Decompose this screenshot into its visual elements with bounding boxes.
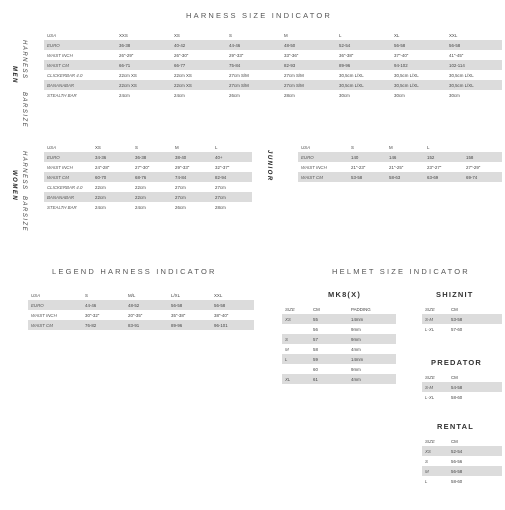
table-cell: 68-76 bbox=[132, 172, 172, 182]
row-label: SIZE bbox=[422, 372, 448, 382]
row-label: S bbox=[282, 334, 310, 344]
table-cell: 22cm XS bbox=[116, 80, 171, 90]
table-cell: 26"-30" bbox=[171, 50, 226, 60]
table-cell: XS bbox=[171, 30, 226, 40]
table-row bbox=[282, 364, 396, 374]
table-cell: 30cm bbox=[336, 90, 391, 100]
table-cell: 27cm bbox=[172, 192, 212, 202]
table-row bbox=[28, 310, 254, 320]
table-row bbox=[28, 290, 254, 300]
row-label: L-XL bbox=[422, 392, 448, 402]
table-cell: 27"-29" bbox=[463, 162, 502, 172]
table-cell: 26cm bbox=[172, 202, 212, 212]
table-cell: 69-74 bbox=[463, 172, 502, 182]
table-cell: XXL bbox=[211, 290, 254, 300]
table-cell: PADDING bbox=[348, 304, 396, 314]
row-label: XS bbox=[422, 446, 448, 456]
table-cell: 27cm S/M bbox=[226, 80, 281, 90]
predator-title: PREDATOR bbox=[431, 358, 482, 367]
table-cell: 29"-33" bbox=[172, 162, 212, 172]
row-label: XL bbox=[282, 374, 310, 384]
table-cell: M bbox=[386, 142, 424, 152]
row-label: WAIST INCH bbox=[44, 50, 116, 60]
table-cell: XXS bbox=[116, 30, 171, 40]
table-cell: 30,5cm L/XL bbox=[336, 70, 391, 80]
table-cell: 56-56 bbox=[448, 456, 502, 466]
table-cell: 44-46 bbox=[82, 300, 125, 310]
table-cell: 27cm bbox=[172, 182, 212, 192]
table-row bbox=[422, 372, 502, 382]
table-cell: 32"-37" bbox=[212, 162, 252, 172]
table-row bbox=[282, 374, 396, 384]
women-size-table bbox=[44, 142, 252, 212]
row-label: WAIST INCH bbox=[44, 162, 92, 172]
table-cell: 27cm bbox=[212, 192, 252, 202]
table-row bbox=[298, 162, 502, 172]
row-label: CLICKERBAR 4.0 bbox=[44, 182, 92, 192]
table-cell: 58-60 bbox=[448, 476, 502, 486]
table-cell: CM bbox=[310, 304, 348, 314]
table-row bbox=[422, 456, 502, 466]
table-row bbox=[44, 90, 502, 100]
predator-table bbox=[422, 372, 502, 402]
table-cell: 27cm bbox=[212, 182, 252, 192]
table-cell: 52-54 bbox=[448, 446, 502, 456]
table-cell: 34-36 bbox=[92, 152, 132, 162]
table-row bbox=[44, 202, 252, 212]
table-cell: 27cm S/M bbox=[281, 80, 336, 90]
table-row bbox=[422, 304, 502, 314]
row-label: EURO bbox=[28, 300, 82, 310]
table-cell: CM bbox=[448, 372, 502, 382]
junior-size-table bbox=[298, 142, 502, 182]
table-cell: 20"-35" bbox=[125, 310, 168, 320]
table-cell: 94-102 bbox=[391, 60, 446, 70]
row-label: USA bbox=[44, 30, 116, 40]
row-label: XS bbox=[282, 314, 310, 324]
table-cell: XL bbox=[391, 30, 446, 40]
row-label: WAIST INCH bbox=[298, 162, 348, 172]
table-cell: S bbox=[348, 142, 386, 152]
table-row bbox=[282, 334, 396, 344]
row-label: M bbox=[422, 466, 448, 476]
table-cell: 102-114 bbox=[446, 60, 502, 70]
table-cell: S bbox=[226, 30, 281, 40]
row-label: L bbox=[422, 476, 448, 486]
table-cell: 23"-27" bbox=[424, 162, 463, 172]
row-label: BANANABAR bbox=[44, 80, 116, 90]
mk8x-table bbox=[282, 304, 396, 384]
table-row bbox=[422, 324, 502, 334]
legend-size-table bbox=[28, 290, 254, 330]
table-cell: 82-94 bbox=[212, 172, 252, 182]
table-cell: 30cm bbox=[391, 90, 446, 100]
table-cell: 54-58 bbox=[448, 382, 502, 392]
table-cell: 61 bbox=[310, 374, 348, 384]
row-label bbox=[282, 364, 310, 374]
table-cell-empty bbox=[463, 142, 502, 152]
row-label: L bbox=[282, 354, 310, 364]
table-cell: 24"-28" bbox=[92, 162, 132, 172]
row-label: BANANABAR bbox=[44, 192, 92, 202]
row-label: SIZE bbox=[282, 304, 310, 314]
row-label: EURO bbox=[298, 152, 348, 162]
table-cell: 56-58 bbox=[391, 40, 446, 50]
table-row bbox=[298, 172, 502, 182]
table-cell: 28cm bbox=[281, 90, 336, 100]
table-row bbox=[422, 466, 502, 476]
table-cell: L bbox=[424, 142, 463, 152]
table-row bbox=[28, 320, 254, 330]
table-cell: 57 bbox=[310, 334, 348, 344]
row-label: EURO bbox=[44, 152, 92, 162]
table-cell: 22cm XS bbox=[116, 70, 171, 80]
table-cell: 30,5cm L/XL bbox=[391, 80, 446, 90]
table-cell: 36-38 bbox=[116, 40, 171, 50]
table-cell: 66-71 bbox=[116, 60, 171, 70]
table-cell: 38-40 bbox=[172, 152, 212, 162]
row-label: STEALTH BAR bbox=[44, 90, 116, 100]
table-cell: 60 bbox=[310, 364, 348, 374]
table-cell: 22cm XS bbox=[171, 70, 226, 80]
table-cell: 22cm XS bbox=[171, 80, 226, 90]
table-cell: 37"-40" bbox=[391, 50, 446, 60]
table-cell: 24cm bbox=[171, 90, 226, 100]
table-cell: CM bbox=[448, 304, 502, 314]
table-cell: 76-82 bbox=[82, 320, 125, 330]
table-cell: 83-91 bbox=[125, 320, 168, 330]
row-label: USA bbox=[298, 142, 348, 152]
table-cell: 22cm bbox=[132, 192, 172, 202]
rental-table bbox=[422, 436, 502, 486]
mk8x-title: MK8(X) bbox=[328, 290, 362, 299]
table-cell: 36-38 bbox=[132, 152, 172, 162]
harness-size-title: HARNESS SIZE INDICATOR bbox=[186, 11, 333, 20]
table-cell: 21"-25" bbox=[386, 162, 424, 172]
table-cell: 9mm bbox=[348, 334, 396, 344]
table-cell: 24cm bbox=[132, 202, 172, 212]
table-row bbox=[422, 382, 502, 392]
table-cell: 146 bbox=[386, 152, 424, 162]
table-cell: 28cm bbox=[212, 202, 252, 212]
table-cell: 33"-36" bbox=[281, 50, 336, 60]
table-row bbox=[44, 50, 502, 60]
table-cell: 22cm bbox=[132, 182, 172, 192]
table-cell: 59 bbox=[310, 354, 348, 364]
table-cell: 24cm bbox=[116, 90, 171, 100]
table-row bbox=[44, 142, 252, 152]
row-label: S bbox=[422, 456, 448, 466]
table-cell: 56-58 bbox=[448, 466, 502, 476]
table-row bbox=[44, 80, 502, 90]
table-row bbox=[298, 142, 502, 152]
table-cell: M/L bbox=[125, 290, 168, 300]
table-cell: 40+ bbox=[212, 152, 252, 162]
table-cell: XXL bbox=[446, 30, 502, 40]
row-label: S-M bbox=[422, 314, 448, 324]
table-cell: 27"-30" bbox=[132, 162, 172, 172]
table-cell: 58-60 bbox=[448, 392, 502, 402]
table-cell: 9mm bbox=[348, 324, 396, 334]
row-label: S-M bbox=[422, 382, 448, 392]
legend-harness-title: LEGEND HARNESS INDICATOR bbox=[52, 267, 217, 276]
table-cell: 58 bbox=[310, 344, 348, 354]
row-label: WAIST CM bbox=[298, 172, 348, 182]
table-row bbox=[44, 192, 252, 202]
table-cell: 14mm bbox=[348, 314, 396, 324]
table-row bbox=[44, 70, 502, 80]
row-label: CLICKERBAR 4.0 bbox=[44, 70, 116, 80]
table-row bbox=[44, 182, 252, 192]
table-row bbox=[44, 60, 502, 70]
table-cell: 48-52 bbox=[125, 300, 168, 310]
table-cell: 55 bbox=[310, 314, 348, 324]
table-cell: 29"-33" bbox=[226, 50, 281, 60]
table-cell: 27cm S/M bbox=[226, 70, 281, 80]
table-cell: 22cm bbox=[92, 182, 132, 192]
table-cell: 57-60 bbox=[448, 324, 502, 334]
table-cell: 30,5cm L/XL bbox=[446, 80, 502, 90]
table-cell: 38"-40" bbox=[211, 310, 254, 320]
table-cell: 63-69 bbox=[424, 172, 463, 182]
table-row bbox=[44, 40, 502, 50]
table-cell: 152 bbox=[424, 152, 463, 162]
table-cell: 36"-38" bbox=[336, 50, 391, 60]
table-cell: 35"-38" bbox=[168, 310, 211, 320]
table-row bbox=[44, 172, 252, 182]
row-label: WAIST CM bbox=[44, 60, 116, 70]
table-cell: 56 bbox=[310, 324, 348, 334]
table-cell: 56-58 bbox=[211, 300, 254, 310]
table-cell: M bbox=[281, 30, 336, 40]
table-cell: 22cm bbox=[92, 192, 132, 202]
table-cell: 56-58 bbox=[168, 300, 211, 310]
rental-title: RENTAL bbox=[437, 422, 475, 431]
table-cell: 66-77 bbox=[171, 60, 226, 70]
row-label: WAIST CM bbox=[44, 172, 92, 182]
junior-label: JUNIOR bbox=[266, 150, 272, 182]
row-label bbox=[282, 324, 310, 334]
men-label: MEN bbox=[11, 66, 17, 84]
women-label: WOMEN bbox=[11, 170, 17, 202]
row-label: USA bbox=[44, 142, 92, 152]
table-row bbox=[422, 436, 502, 446]
table-row bbox=[422, 446, 502, 456]
table-row bbox=[44, 162, 252, 172]
table-cell: 75-84 bbox=[226, 60, 281, 70]
table-cell: 30,5cm L/XL bbox=[391, 70, 446, 80]
row-label: WAIST INCH bbox=[28, 310, 82, 320]
table-row bbox=[422, 392, 502, 402]
row-label: SIZE bbox=[422, 436, 448, 446]
table-cell: 74-84 bbox=[172, 172, 212, 182]
table-cell: 58-63 bbox=[386, 172, 424, 182]
table-cell: 14mm bbox=[348, 354, 396, 364]
table-row bbox=[282, 354, 396, 364]
row-label: STEALTH BAR bbox=[44, 202, 92, 212]
table-cell: 60-70 bbox=[92, 172, 132, 182]
table-cell: 30"-32" bbox=[82, 310, 125, 320]
row-label: EURO bbox=[44, 40, 116, 50]
table-cell: L/XL bbox=[168, 290, 211, 300]
table-cell: 89-96 bbox=[336, 60, 391, 70]
table-cell: CM bbox=[448, 436, 502, 446]
table-row bbox=[28, 300, 254, 310]
table-row bbox=[422, 314, 502, 324]
table-cell: L bbox=[212, 142, 252, 152]
row-label: M bbox=[282, 344, 310, 354]
table-cell: 27cm S/M bbox=[281, 70, 336, 80]
women-harness-label: HARNESS bbox=[21, 151, 27, 191]
table-cell: 44-46 bbox=[226, 40, 281, 50]
row-label: SIZE bbox=[422, 304, 448, 314]
table-cell: 82-93 bbox=[281, 60, 336, 70]
table-row bbox=[298, 152, 502, 162]
table-cell: 96-101 bbox=[211, 320, 254, 330]
table-cell: 30,5cm L/XL bbox=[446, 70, 502, 80]
shiznit-title: SHIZNIT bbox=[436, 290, 474, 299]
row-label: USA bbox=[28, 290, 82, 300]
men-harness-label: HARNESS bbox=[21, 40, 27, 80]
table-row bbox=[422, 476, 502, 486]
men-barsize-label: BARSIZE bbox=[21, 92, 27, 129]
table-cell: 30,5cm L/XL bbox=[336, 80, 391, 90]
table-row bbox=[282, 344, 396, 354]
table-cell: S bbox=[82, 290, 125, 300]
table-cell: 140 bbox=[348, 152, 386, 162]
table-cell: 158 bbox=[463, 152, 502, 162]
table-cell: M bbox=[172, 142, 212, 152]
table-cell: 40-42 bbox=[171, 40, 226, 50]
table-cell: 41"-45" bbox=[446, 50, 502, 60]
helmet-size-title: HELMET SIZE INDICATOR bbox=[332, 267, 470, 276]
table-cell: 89-96 bbox=[168, 320, 211, 330]
table-cell: 52-54 bbox=[336, 40, 391, 50]
table-cell: 53-58 bbox=[448, 314, 502, 324]
table-cell: XS bbox=[92, 142, 132, 152]
table-cell: 26"-29" bbox=[116, 50, 171, 60]
women-barsize-label: BARSIZE bbox=[21, 196, 27, 233]
table-row bbox=[282, 304, 396, 314]
table-row bbox=[282, 324, 396, 334]
row-label: WAIST CM bbox=[28, 320, 82, 330]
table-row bbox=[44, 152, 252, 162]
table-cell: 9mm bbox=[348, 364, 396, 374]
table-row bbox=[44, 30, 502, 40]
table-cell: 56-58 bbox=[446, 40, 502, 50]
table-cell: L bbox=[336, 30, 391, 40]
table-cell: 4mm bbox=[348, 344, 396, 354]
table-row bbox=[282, 314, 396, 324]
table-cell: 21"-23" bbox=[348, 162, 386, 172]
shiznit-table bbox=[422, 304, 502, 334]
table-cell: 48-50 bbox=[281, 40, 336, 50]
table-cell: 26cm bbox=[226, 90, 281, 100]
table-cell: 53-58 bbox=[348, 172, 386, 182]
table-cell: 4mm bbox=[348, 374, 396, 384]
table-cell: S bbox=[132, 142, 172, 152]
table-cell: 24cm bbox=[92, 202, 132, 212]
table-cell: 30cm bbox=[446, 90, 502, 100]
men-size-table bbox=[44, 30, 502, 100]
row-label: L-XL bbox=[422, 324, 448, 334]
